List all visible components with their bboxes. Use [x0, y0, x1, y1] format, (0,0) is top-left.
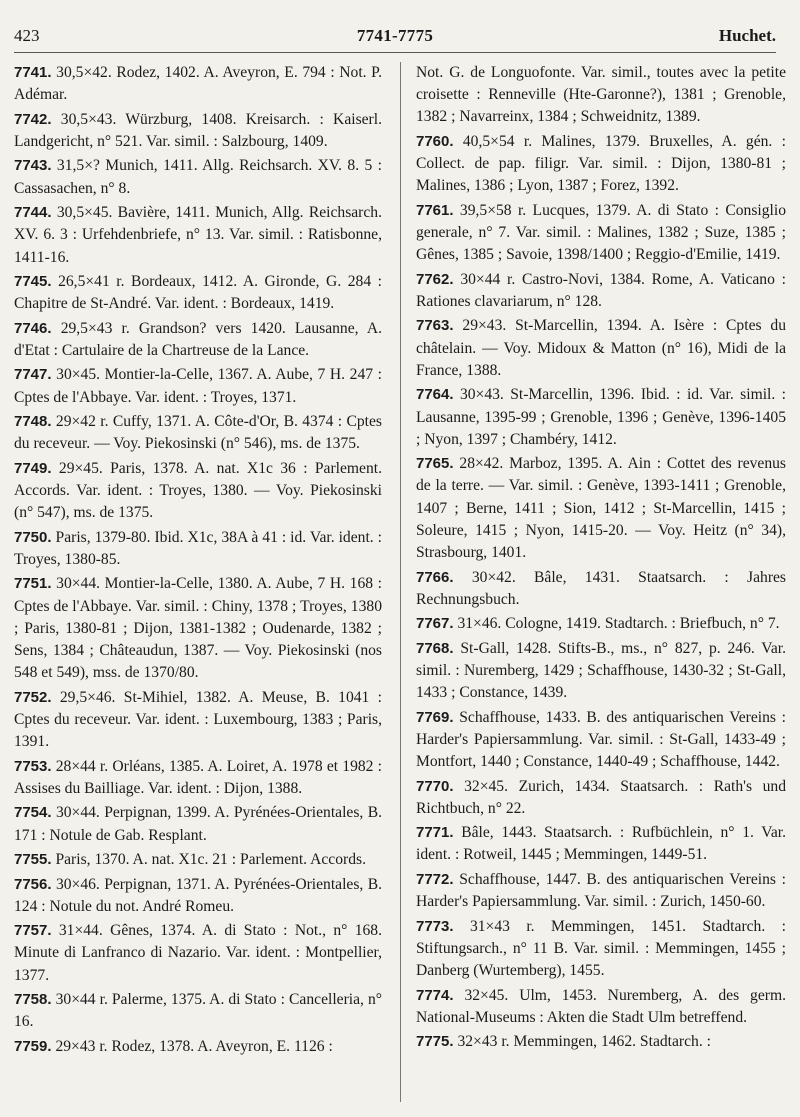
column-divider	[400, 62, 401, 1102]
entry-number: 7741.	[14, 64, 52, 81]
entry-text: 30×42. Bâle, 1431. Staatsarch. : Jahres Rechnungsbuch.	[416, 568, 786, 608]
entry-text: 29×43 r. Rodez, 1378. A. Aveyron, E. 1126 :	[55, 1037, 333, 1055]
entry-text: 32×45. Zurich, 1434. Staatsarch. : Rath's und Richtbuch, n° 22.	[416, 777, 786, 817]
catalog-entry	[416, 613, 786, 635]
entry-number: 7770.	[416, 777, 454, 795]
catalog-entry	[14, 155, 382, 199]
entry-text: Schaffhouse, 1433. B. des antiquarischen Vereins : Harder's Papiersammlung. Var. simil. : St-Gall, 1433-49 ; Montfort, 1440 ; Constance, 1440-49 ; Schaffhouse, 1442.	[416, 708, 786, 771]
entry-text: 30×44 r. Castro-Novi, 1384. Rome, A. Vaticano : Rationes clavariarum, n° 128.	[416, 270, 786, 310]
entry-number: 7757.	[14, 922, 52, 940]
catalog-entry	[14, 687, 382, 754]
entry-text: St-Gall, 1428. Stifts-B., ms., n° 827, p. 246. Var. simil. : Nuremberg, 1429 ; Schaffhouse, 1430-32 ; St-Gall, 1433 ; Constance, 1439.	[416, 639, 786, 702]
entry-number: 7768.	[416, 639, 454, 657]
entry-number: 7750.	[14, 528, 52, 546]
catalog-entry	[416, 269, 786, 313]
entry-text: 32×43 r. Memmingen, 1462. Stadtarch. :	[457, 1033, 711, 1051]
entry-number: 7760.	[416, 132, 454, 150]
catalog-entry	[14, 573, 382, 684]
entry-number: 7774.	[416, 986, 454, 1004]
catalog-entry	[14, 989, 382, 1033]
catalog-entry	[416, 869, 786, 913]
entry-number: 7742.	[14, 110, 52, 128]
entry-text: 30,5×43. Würzburg, 1408. Kreisarch. : Kaiserl. Landgericht, n° 521. Var. simil. : Salzbourg, 1409.	[14, 110, 382, 150]
catalog-entry	[416, 62, 786, 129]
catalog-entry	[416, 384, 786, 451]
entry-text: 30×44 r. Palerme, 1375. A. di Stato : Cancelleria, n° 16.	[14, 991, 382, 1031]
entry-number: 7765.	[416, 455, 454, 473]
entry-number: 7773.	[416, 917, 454, 935]
catalog-entry	[14, 920, 382, 987]
catalog-entry	[14, 62, 382, 106]
entry-text: 30×44. Montier-la-Celle, 1380. A. Aube, 7 H. 168 : Cptes de l'Abbaye. Var. simil. : Chiny, 1378 ; Troyes, 1380 ; Paris, 1380-81 ; Dijon, 1381-1382 ; Oudenarde, 1382 ; Sens, 1384 ; Châteaudun, 1387. — Voy. Piekosinski (nos 548 et 549), mss. de 1370/80.	[14, 575, 382, 682]
entry-text: 29,5×43 r. Grandson? vers 1420. Lausanne, A. d'Etat : Cartulaire de la Chartreuse de la Lance.	[14, 319, 382, 359]
entry-number: 7758.	[14, 991, 52, 1009]
entry-number: 7755.	[14, 851, 52, 869]
entry-text: 31×46. Cologne, 1419. Stadtarch. : Briefbuch, n° 7.	[457, 615, 780, 633]
catalog-entry	[14, 318, 382, 362]
catalog-entry	[14, 202, 382, 269]
catalog-entry	[14, 271, 382, 315]
entry-number: 7743.	[14, 157, 52, 175]
entry-number: 7756.	[14, 875, 52, 893]
entry-text: Schaffhouse, 1447. B. des antiquarischen Vereins : Harder's Papiersammlung. Var. simil. : Zurich, 1450-60.	[416, 870, 786, 911]
entry-text: 28×42. Marboz, 1395. A. Ain : Cottet des revenus de la terre. — Var. simil. : Genève, 1393-1411 ; Grenoble, 1407 ; Berne, 1411 ; Sion, 1412 ; St-Marcellin, 1415 ; Soleure, 1415 ; Nyon, 1415-20. — Voy. Heitz (n° 34), Strasbourg, 1401.	[416, 455, 786, 562]
catalog-entry	[14, 458, 382, 525]
catalog-entry	[416, 985, 786, 1029]
entry-number: 7769.	[416, 708, 454, 726]
entry-text: 32×45. Ulm, 1453. Nuremberg, A. des germ. National-Museums : Akten die Stadt Ulm betreffend.	[416, 986, 786, 1026]
entry-text: 30×45. Montier-la-Celle, 1367. A. Aube, 7 H. 247 : Cptes de l'Abbaye. Var. ident. : Troyes, 1371.	[14, 366, 382, 406]
catalog-entry	[14, 874, 382, 918]
catalog-entry	[416, 776, 786, 820]
entry-text: 31×44. Gênes, 1374. A. di Stato : Not., n° 168. Minute di Lanfranco di Nazario. Var. ident. : Montpellier, 1377.	[14, 922, 382, 984]
right-column	[416, 62, 786, 1056]
catalog-entry	[416, 200, 786, 267]
entry-number: 7752.	[14, 688, 52, 706]
entry-number: 7744.	[14, 204, 52, 222]
catalog-entry	[416, 453, 786, 564]
entry-text: Not. G. de Longuofonte. Var. simil., toutes avec la petite croisette : Renneville (Hte-Garonne?), 1381 ; Grenoble, 1382 ; Navarreinx, 1384 ; Schweidnitz, 1389.	[416, 64, 786, 126]
entry-text: Bâle, 1443. Staatsarch. : Rufbüchlein, n° 1. Var. ident. : Rotweil, 1445 ; Memmingen, 1449-51.	[416, 824, 786, 864]
catalog-entry	[14, 1036, 382, 1058]
entry-range: 7741-7775	[356, 26, 434, 45]
catalog-entry	[416, 1031, 786, 1053]
entry-text: 30,5×42. Rodez, 1402. A. Aveyron, E. 794 : Not. P. Adémar.	[14, 64, 382, 104]
entry-number: 7771.	[416, 824, 454, 842]
catalog-entry	[416, 822, 786, 866]
entry-text: 31×43 r. Memmingen, 1451. Stadtarch. : Stiftungsarch., n° 11 B. Var. simil. : Memmingen, 1455 ; Danberg (Wurtemberg), 1455.	[416, 917, 786, 980]
catalog-entry	[416, 567, 786, 611]
entry-number: 7767.	[416, 615, 454, 633]
entry-number: 7759.	[14, 1037, 52, 1055]
entry-text: Paris, 1370. A. nat. X1c. 21 : Parlement. Accords.	[55, 851, 366, 869]
entry-number: 7747.	[14, 366, 52, 384]
catalog-entry	[416, 131, 786, 198]
entry-number: 7751.	[14, 575, 52, 593]
entry-text: 30,5×45. Bavière, 1411. Munich, Allg. Reichsarch. XV. 6. 3 : Urfehdenbriefe, n° 13. Var. simil. : Ratisbonne, 1411-16.	[14, 204, 382, 266]
entry-text: 30×44. Perpignan, 1399. A. Pyrénées-Orientales, B. 171 : Notule de Gab. Resplant.	[14, 804, 382, 844]
catalog-entry	[14, 849, 382, 871]
entry-number: 7772.	[416, 870, 454, 888]
entry-text: 30×46. Perpignan, 1371. A. Pyrénées-Orientales, B. 124 : Notule du not. André Romeu.	[14, 875, 382, 915]
entry-text: 29×43. St-Marcellin, 1394. A. Isère : Cptes du châtelain. — Voy. Midoux & Matton (n° 16), Midi de la France, 1388.	[416, 317, 786, 379]
author-name: Huchet.	[718, 26, 776, 45]
catalog-entry	[14, 756, 382, 800]
entry-text: 29×42 r. Cuffy, 1371. A. Côte-d'Or, B. 4374 : Cptes du receveur. — Voy. Piekosinski (n° 546), ms. de 1375.	[14, 413, 382, 453]
catalog-entry	[14, 527, 382, 571]
catalog-entry	[416, 638, 786, 705]
entry-text: 29,5×46. St-Mihiel, 1382. A. Meuse, B. 1041 : Cptes du receveur. Var. ident. : Luxembourg, 1383 ; Paris, 1391.	[14, 688, 383, 751]
catalog-entry	[416, 916, 786, 983]
entry-number: 7749.	[14, 459, 52, 477]
entry-number: 7762.	[416, 270, 454, 288]
catalog-entry	[416, 315, 786, 382]
entry-number: 7748.	[14, 413, 52, 431]
left-column	[14, 62, 382, 1060]
catalog-entry	[14, 411, 382, 455]
catalog-entry	[14, 364, 382, 408]
catalog-entry	[416, 707, 786, 774]
entry-number: 7766.	[416, 568, 454, 586]
entry-text: 39,5×58 r. Lucques, 1379. A. di Stato : Consiglio generale, n° 7. Var. simil. : Malines, 1382 ; Suze, 1385 ; Gênes, 1385 ; Savoie, 1398/1400 ; Reggio-d'Emilie, 1419.	[416, 201, 786, 264]
page-header	[14, 22, 776, 53]
entry-number: 7775.	[416, 1033, 454, 1051]
catalog-entry	[14, 109, 382, 153]
entry-text: 28×44 r. Orléans, 1385. A. Loiret, A. 1978 et 1982 : Assises du Bailliage. Var. ident. : Dijon, 1388.	[14, 757, 382, 797]
entry-number: 7753.	[14, 757, 52, 775]
page-number: 423	[14, 26, 40, 45]
entry-text: 31,5×? Munich, 1411. Allg. Reichsarch. XV. 8. 5 : Cassasachen, n° 8.	[14, 157, 382, 197]
entry-number: 7764.	[416, 386, 454, 404]
entry-number: 7745.	[14, 273, 52, 291]
entry-text: Paris, 1379-80. Ibid. X1c, 38A à 41 : id. Var. ident. : Troyes, 1380-85.	[14, 528, 382, 568]
entry-number: 7763.	[416, 317, 454, 335]
catalog-entry	[14, 802, 382, 846]
entry-text: 30×43. St-Marcellin, 1396. Ibid. : id. Var. simil. : Lausanne, 1395-99 ; Grenoble, 1396 ; Genève, 1396-1405 ; Nyon, 1397 ; Chambéry, 1412.	[416, 386, 786, 448]
entry-text: 40,5×54 r. Malines, 1379. Bruxelles, A. gén. : Collect. de pap. filigr. Var. simil. : Dijon, 1380-81 ; Malines, 1386 ; Lyon, 1387 ; Forez, 1392.	[416, 132, 786, 195]
entry-number: 7754.	[14, 804, 52, 822]
entry-number: 7746.	[14, 319, 52, 337]
entry-text: 26,5×41 r. Bordeaux, 1412. A. Gironde, G. 284 : Chapitre de St-André. Var. ident. : Bordeaux, 1419.	[14, 273, 382, 313]
entry-number: 7761.	[416, 201, 454, 219]
entry-text: 29×45. Paris, 1378. A. nat. X1c 36 : Parlement. Accords. Var. ident. : Troyes, 1380. — Voy. Piekosinski (n° 547), ms. de 1375.	[14, 459, 383, 522]
